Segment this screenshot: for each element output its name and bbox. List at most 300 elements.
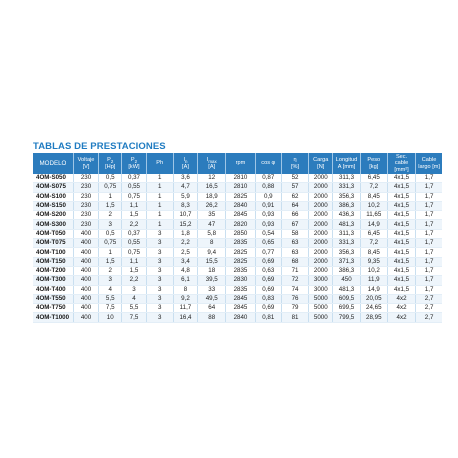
table-cell: 230: [73, 220, 98, 229]
table-cell: 3: [146, 239, 173, 248]
column-header-label: Voltaje: [77, 157, 95, 164]
table-cell: 2000: [309, 257, 333, 266]
column-header-label: MODELO: [39, 159, 67, 167]
table-cell: 6,45: [360, 229, 387, 238]
table-cell: 18,9: [198, 192, 226, 201]
table-cell: 400: [73, 266, 98, 275]
table-cell: 4x1,5: [387, 211, 415, 220]
table-cell: 2835: [226, 285, 255, 294]
column-header-unit: [V]: [82, 163, 90, 170]
model-cell: 4OM-T400: [33, 285, 73, 294]
table-cell: 0,75: [99, 183, 122, 192]
column-header: [122, 153, 146, 174]
table-cell: 1,5: [122, 266, 146, 275]
table-cell: 2000: [309, 211, 333, 220]
table-cell: 0,88: [255, 183, 281, 192]
table-cell: 0,69: [255, 285, 281, 294]
model-cell: 4OM-T200: [33, 266, 73, 275]
table-cell: 1,5: [122, 211, 146, 220]
table-cell: 2000: [309, 266, 333, 275]
table-cell: 2840: [226, 201, 255, 210]
column-header: [226, 153, 255, 174]
table-cell: 371,3: [333, 257, 360, 266]
table-cell: 10,7: [173, 211, 197, 220]
table-cell: 57: [281, 183, 308, 192]
table-cell: 64: [198, 304, 226, 313]
table-cell: 609,5: [333, 294, 360, 303]
table-cell: 4x1,5: [387, 183, 415, 192]
model-cell: 4OM-T550: [33, 294, 73, 303]
table-cell: 3: [146, 285, 173, 294]
table-cell: 1: [99, 192, 122, 201]
column-header-unit: [A]: [208, 163, 216, 170]
table-cell: 2,2: [173, 239, 197, 248]
table-cell: 356,3: [333, 192, 360, 201]
table-cell: 0,69: [255, 257, 281, 266]
table-cell: 1,7: [416, 220, 442, 229]
table-cell: 72: [281, 276, 308, 285]
column-header: [255, 153, 281, 174]
table-header-row: [33, 153, 442, 174]
model-cell: 4OM-S100: [33, 192, 73, 201]
table-cell: 6,1: [173, 276, 197, 285]
table-cell: 8,3: [173, 201, 197, 210]
table-cell: 12: [198, 174, 226, 183]
table-cell: 9,4: [198, 248, 226, 257]
table-cell: 10,2: [360, 266, 387, 275]
column-header: [146, 153, 173, 174]
column-header-subscript: n: [185, 158, 188, 164]
table-cell: 64: [281, 201, 308, 210]
column-header-subscript: max: [208, 158, 217, 164]
column-header-label: rpm: [235, 160, 246, 167]
table-cell: 1: [146, 183, 173, 192]
table-cell: 52: [281, 174, 308, 183]
table-cell: 2000: [309, 201, 333, 210]
model-cell: 4OM-T100: [33, 248, 73, 257]
table-cell: 311,3: [333, 174, 360, 183]
table-cell: 2825: [226, 248, 255, 257]
table-cell: 2810: [226, 174, 255, 183]
table-cell: 1: [146, 201, 173, 210]
column-header-unit: A [mm]: [337, 163, 356, 170]
table-cell: 9,2: [173, 294, 197, 303]
table-cell: 5,8: [198, 229, 226, 238]
table-cell: 3,6: [173, 174, 197, 183]
performance-table: [33, 153, 442, 323]
model-cell: 4OM-S200: [33, 211, 73, 220]
table-cell: 331,3: [333, 239, 360, 248]
table-cell: 3: [146, 304, 173, 313]
table-cell: 4x1,5: [387, 220, 415, 229]
table-cell: 4x1,5: [387, 276, 415, 285]
table-cell: 0,63: [255, 266, 281, 275]
table-cell: 8: [173, 285, 197, 294]
table-cell: 49,5: [198, 294, 226, 303]
table-cell: 0,75: [99, 239, 122, 248]
table-cell: 16,5: [198, 183, 226, 192]
table-cell: 4,8: [173, 266, 197, 275]
table-cell: 0,37: [122, 174, 146, 183]
model-cell: 4OM-T750: [33, 304, 73, 313]
column-header-label: I: [183, 156, 186, 163]
table-cell: 2,2: [122, 220, 146, 229]
table-cell: 400: [73, 294, 98, 303]
table-cell: 1,1: [122, 257, 146, 266]
column-header-label: cos φ: [261, 160, 276, 167]
table-cell: 400: [73, 248, 98, 257]
table-cell: 24,65: [360, 304, 387, 313]
table-cell: 33: [198, 285, 226, 294]
table-cell: 5,9: [173, 192, 197, 201]
table-cell: 1,7: [416, 266, 442, 275]
table-cell: 0,55: [122, 239, 146, 248]
table-cell: 2840: [226, 313, 255, 322]
column-header-label: Carga: [313, 157, 329, 164]
table-cell: 7,5: [99, 304, 122, 313]
table-cell: 2845: [226, 294, 255, 303]
table-row: [33, 220, 442, 229]
table-cell: 2: [99, 266, 122, 275]
model-cell: 4OM-T1000: [33, 313, 73, 322]
table-cell: 400: [73, 229, 98, 238]
table-cell: 230: [73, 201, 98, 210]
table-cell: 1,7: [416, 229, 442, 238]
column-header: [281, 153, 308, 174]
table-cell: 1: [99, 248, 122, 257]
table-cell: 2,2: [122, 276, 146, 285]
table-cell: 0,87: [255, 174, 281, 183]
table-cell: 2000: [309, 192, 333, 201]
table-cell: 1,7: [416, 192, 442, 201]
table-cell: 2835: [226, 266, 255, 275]
table-cell: 356,3: [333, 248, 360, 257]
column-header-subscript: 2: [110, 158, 114, 164]
table-cell: 5,5: [122, 304, 146, 313]
column-header: [360, 153, 387, 174]
table-cell: 4: [99, 285, 122, 294]
column-header: [416, 153, 442, 174]
table-cell: 1,8: [173, 229, 197, 238]
table-cell: 2000: [309, 229, 333, 238]
table-cell: 2825: [226, 257, 255, 266]
table-cell: 400: [73, 257, 98, 266]
table-row: [33, 174, 442, 183]
table-row: [33, 211, 442, 220]
table-cell: 1,5: [99, 257, 122, 266]
table-cell: 0,93: [255, 211, 281, 220]
table-row: [33, 313, 442, 322]
table-cell: 81: [281, 313, 308, 322]
table-cell: 0,65: [255, 239, 281, 248]
table-cell: 1,7: [416, 183, 442, 192]
column-header: [333, 153, 360, 174]
table-row: [33, 239, 442, 248]
table-cell: 58: [281, 229, 308, 238]
table-cell: 0,9: [255, 192, 281, 201]
table-cell: 5,5: [99, 294, 122, 303]
table-cell: 16,4: [173, 313, 197, 322]
table-row: [33, 304, 442, 313]
column-header: [33, 153, 73, 174]
table-cell: 4x1,5: [387, 239, 415, 248]
table-row: [33, 192, 442, 201]
table-cell: 76: [281, 294, 308, 303]
table-cell: 62: [281, 192, 308, 201]
table-cell: 3: [99, 220, 122, 229]
table-cell: 1,7: [416, 211, 442, 220]
column-header: [173, 153, 197, 174]
table-cell: 5000: [309, 304, 333, 313]
table-row: [33, 257, 442, 266]
column-header-label: η: [293, 157, 297, 164]
table-cell: 799,5: [333, 313, 360, 322]
table-cell: 0,5: [99, 229, 122, 238]
table-cell: 2,7: [416, 313, 442, 322]
table-cell: 3: [146, 294, 173, 303]
table-cell: 1,7: [416, 248, 442, 257]
table-cell: 2835: [226, 239, 255, 248]
table-cell: 400: [73, 239, 98, 248]
table-cell: 311,3: [333, 229, 360, 238]
table-cell: 11,7: [173, 304, 197, 313]
table-cell: 1,7: [416, 201, 442, 210]
table-cell: 0,55: [122, 183, 146, 192]
table-cell: 2825: [226, 192, 255, 201]
table-cell: 481,3: [333, 220, 360, 229]
table-cell: 7,2: [360, 239, 387, 248]
table-cell: 1,5: [99, 201, 122, 210]
column-header-label: Longitud: [335, 157, 358, 164]
table-cell: 3000: [309, 285, 333, 294]
table-cell: 4x2: [387, 313, 415, 322]
table-cell: 1,7: [416, 174, 442, 183]
table-cell: 2,7: [416, 294, 442, 303]
column-header-label: P: [107, 156, 111, 163]
model-cell: 4OM-T150: [33, 257, 73, 266]
table-cell: 63: [281, 248, 308, 257]
table-cell: 3,4: [173, 257, 197, 266]
column-header-unit: [%]: [290, 163, 300, 170]
table-cell: 3: [146, 266, 173, 275]
table-cell: 5000: [309, 313, 333, 322]
table-cell: 0,77: [255, 248, 281, 257]
column-header-label: P: [130, 156, 135, 163]
table-cell: 5000: [309, 294, 333, 303]
table-cell: 14,9: [360, 220, 387, 229]
column-header: [198, 153, 226, 174]
table-cell: 4x1,5: [387, 192, 415, 201]
table-cell: 0,54: [255, 229, 281, 238]
table-row: [33, 276, 442, 285]
table-cell: 4x1,5: [387, 266, 415, 275]
table-cell: 3: [122, 285, 146, 294]
table-cell: 7,5: [122, 313, 146, 322]
table-cell: 1: [146, 174, 173, 183]
column-header-label: Peso: [367, 157, 381, 164]
table-row: [33, 201, 442, 210]
table-cell: 2000: [309, 174, 333, 183]
table-cell: 3: [146, 257, 173, 266]
table-cell: 2000: [309, 239, 333, 248]
table-cell: 3: [146, 276, 173, 285]
model-cell: 4OM-S150: [33, 201, 73, 210]
table-cell: 2000: [309, 248, 333, 257]
table-cell: 1,7: [416, 285, 442, 294]
model-cell: 4OM-S300: [33, 220, 73, 229]
table-cell: 88: [198, 313, 226, 322]
table-cell: 436,3: [333, 211, 360, 220]
column-header: [309, 153, 333, 174]
table-cell: 2810: [226, 183, 255, 192]
table-cell: 68: [281, 257, 308, 266]
column-header-unit: [A]: [182, 163, 189, 170]
table-cell: 230: [73, 192, 98, 201]
table-cell: 1: [146, 192, 173, 201]
table-cell: 2820: [226, 220, 255, 229]
table-cell: 4x1,5: [387, 257, 415, 266]
table-cell: 0,69: [255, 276, 281, 285]
table-cell: 35: [198, 211, 226, 220]
table-cell: 14,9: [360, 285, 387, 294]
table-cell: 3: [146, 248, 173, 257]
table-cell: 4,7: [173, 183, 197, 192]
column-header: [73, 153, 98, 174]
column-header: [99, 153, 122, 174]
table-cell: 79: [281, 304, 308, 313]
table-cell: 4x1,5: [387, 285, 415, 294]
table-cell: 11,65: [360, 211, 387, 220]
table-cell: 2,7: [416, 304, 442, 313]
table-cell: 8: [198, 239, 226, 248]
table-cell: 15,5: [198, 257, 226, 266]
table-cell: 11,9: [360, 276, 387, 285]
table-cell: 3: [99, 276, 122, 285]
table-cell: 66: [281, 211, 308, 220]
model-cell: 4OM-T050: [33, 229, 73, 238]
table-cell: 2845: [226, 304, 255, 313]
table-cell: 4x2: [387, 304, 415, 313]
table-cell: 8,45: [360, 248, 387, 257]
table-cell: 1,7: [416, 276, 442, 285]
table-cell: 0,83: [255, 294, 281, 303]
table-cell: 74: [281, 285, 308, 294]
column-header-label: Cable: [421, 157, 437, 164]
table-cell: 7,2: [360, 183, 387, 192]
table-cell: 400: [73, 304, 98, 313]
table-cell: 2,5: [173, 248, 197, 257]
table-cell: 386,3: [333, 266, 360, 275]
table-cell: 481,3: [333, 285, 360, 294]
table-cell: 26,2: [198, 201, 226, 210]
table-cell: 1,1: [122, 201, 146, 210]
table-cell: 28,95: [360, 313, 387, 322]
table-cell: 0,93: [255, 220, 281, 229]
table-cell: 0,75: [122, 248, 146, 257]
table-cell: 0,91: [255, 201, 281, 210]
table-cell: 0,75: [122, 192, 146, 201]
table-cell: 3: [146, 313, 173, 322]
table-cell: 331,3: [333, 183, 360, 192]
model-cell: 4OM-S075: [33, 183, 73, 192]
table-cell: 386,3: [333, 201, 360, 210]
table-cell: 2830: [226, 276, 255, 285]
table-cell: 1: [146, 211, 173, 220]
column-header-unit: [Hp]: [105, 163, 116, 170]
table-cell: 4x1,5: [387, 248, 415, 257]
table-cell: 63: [281, 239, 308, 248]
table-cell: 2000: [309, 220, 333, 229]
table-cell: 1,7: [416, 239, 442, 248]
column-header-label: I: [206, 156, 209, 163]
table-cell: 2845: [226, 211, 255, 220]
table-cell: 71: [281, 266, 308, 275]
model-cell: 4OM-S050: [33, 174, 73, 183]
table-cell: 230: [73, 174, 98, 183]
table-body: [33, 174, 442, 322]
table-cell: 400: [73, 313, 98, 322]
table-cell: 0,69: [255, 304, 281, 313]
table-row: [33, 229, 442, 238]
table-cell: 4x2: [387, 294, 415, 303]
column-header-unit: [kg]: [369, 163, 379, 170]
column-header-label: Sec. cable: [394, 153, 409, 167]
table-cell: 1,7: [416, 257, 442, 266]
model-cell: 4OM-T300: [33, 276, 73, 285]
table-cell: 2850: [226, 229, 255, 238]
table-cell: 2000: [309, 183, 333, 192]
table-cell: 4x1,5: [387, 201, 415, 210]
table-cell: 39,5: [198, 276, 226, 285]
table-cell: 10,2: [360, 201, 387, 210]
table-cell: 3000: [309, 276, 333, 285]
column-header: [387, 153, 415, 174]
table-cell: 699,5: [333, 304, 360, 313]
table-cell: 0,37: [122, 229, 146, 238]
table-cell: 230: [73, 211, 98, 220]
column-header-unit: [mm²]: [394, 166, 409, 173]
table-cell: 8,45: [360, 192, 387, 201]
column-header-subscript: 2: [134, 158, 138, 164]
table-cell: 4x1,5: [387, 229, 415, 238]
column-header-label: Ph: [156, 160, 164, 167]
table-row: [33, 248, 442, 257]
table-cell: 9,35: [360, 257, 387, 266]
table-cell: 20,05: [360, 294, 387, 303]
model-cell: 4OM-T075: [33, 239, 73, 248]
table-cell: 6,45: [360, 174, 387, 183]
table-cell: 1: [146, 220, 173, 229]
table-cell: 0,5: [99, 174, 122, 183]
table-cell: 4: [122, 294, 146, 303]
table-cell: 450: [333, 276, 360, 285]
table-cell: 3: [146, 229, 173, 238]
table-row: [33, 266, 442, 275]
column-header-unit: [N]: [317, 163, 325, 170]
table-cell: 67: [281, 220, 308, 229]
table-cell: 10: [99, 313, 122, 322]
table-row: [33, 294, 442, 303]
table-cell: 4x1,5: [387, 174, 415, 183]
table-cell: 400: [73, 285, 98, 294]
column-header-unit: largo [m]: [418, 163, 440, 170]
table-cell: 47: [198, 220, 226, 229]
table-cell: 230: [73, 183, 98, 192]
column-header-unit: [kW]: [128, 163, 140, 170]
table-row: [33, 183, 442, 192]
table-title: TABLAS DE PRESTACIONES: [33, 141, 166, 152]
table-cell: 18: [198, 266, 226, 275]
